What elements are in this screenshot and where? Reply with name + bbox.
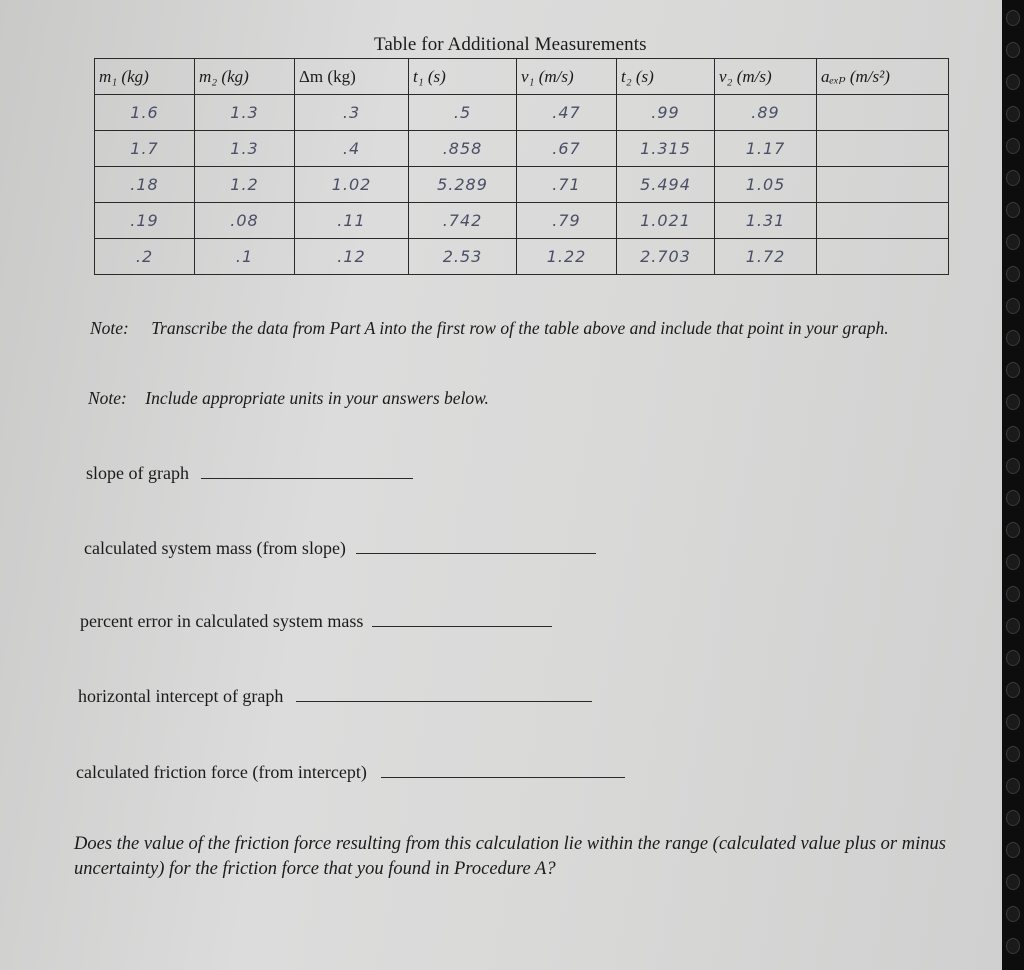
table-cell[interactable]: 1.3 [195, 131, 295, 167]
table-row [95, 167, 949, 203]
table-cell[interactable] [817, 95, 949, 131]
header-v2: v₂ (m/s) [715, 59, 817, 95]
binding-hole [1006, 778, 1020, 794]
table-cell[interactable]: 2.703 [617, 239, 715, 275]
table-cell[interactable]: 1.6 [95, 95, 195, 131]
binding-hole [1006, 234, 1020, 250]
table-cell[interactable]: .858 [409, 131, 517, 167]
system-mass-label: calculated system mass (from slope) [84, 538, 346, 558]
binding-hole [1006, 842, 1020, 858]
binding-hole [1006, 426, 1020, 442]
binding-hole [1006, 906, 1020, 922]
table-cell[interactable]: .08 [195, 203, 295, 239]
note-transcribe [90, 317, 970, 340]
percent-error-answer-blank[interactable] [372, 608, 552, 627]
table-cell[interactable] [817, 239, 949, 275]
binding-hole [1006, 554, 1020, 570]
table-cell[interactable]: 1.02 [295, 167, 409, 203]
table-cell[interactable] [817, 203, 949, 239]
table-cell[interactable]: .4 [295, 131, 409, 167]
table-cell[interactable]: .12 [295, 239, 409, 275]
table-row [95, 95, 949, 131]
header-t1: t₁ (s) [409, 59, 517, 95]
header-delta-m: Δm (kg) [295, 59, 409, 95]
friction-question [76, 759, 625, 783]
table-cell[interactable]: .67 [517, 131, 617, 167]
table-cell[interactable]: .99 [617, 95, 715, 131]
binding-hole [1006, 938, 1020, 954]
table-cell[interactable]: 1.22 [517, 239, 617, 275]
binding-hole [1006, 874, 1020, 890]
binding-hole [1006, 106, 1020, 122]
binding-hole [1006, 810, 1020, 826]
table-cell[interactable]: 1.2 [195, 167, 295, 203]
binding-hole [1006, 714, 1020, 730]
binding-hole [1006, 74, 1020, 90]
friction-range-question: Does the value of the friction force resulting from this calculation lie within the range (calculated value plus or minus uncertainty) for the friction force that you found in Procedure A? [74, 834, 946, 879]
table-cell[interactable]: .742 [409, 203, 517, 239]
table-row [95, 239, 949, 275]
table-cell[interactable]: 5.289 [409, 167, 517, 203]
table-cell[interactable] [817, 131, 949, 167]
table-row [95, 203, 949, 239]
binding-hole [1006, 490, 1020, 506]
friction-label: calculated friction force (from intercept) [76, 762, 367, 782]
table-cell[interactable]: 1.021 [617, 203, 715, 239]
slope-answer-blank[interactable] [201, 460, 413, 479]
binding-hole [1006, 330, 1020, 346]
friction-answer-blank[interactable] [381, 759, 625, 778]
header-m2: m₂ (kg) [195, 59, 295, 95]
table-cell[interactable]: 1.72 [715, 239, 817, 275]
table-cell[interactable]: .18 [95, 167, 195, 203]
table-row [95, 131, 949, 167]
percent-error-label: percent error in calculated system mass [80, 611, 364, 631]
slope-question [86, 460, 413, 484]
table-title: Table for Additional Measurements [374, 34, 647, 55]
table-cell[interactable]: .19 [95, 203, 195, 239]
binding-hole [1006, 682, 1020, 698]
system-mass-question [84, 535, 596, 559]
binding-hole [1006, 42, 1020, 58]
header-t2: t₂ (s) [617, 59, 715, 95]
table-cell[interactable]: .11 [295, 203, 409, 239]
table-cell[interactable]: 1.31 [715, 203, 817, 239]
table-cell[interactable]: .1 [195, 239, 295, 275]
note-label: Note: [88, 388, 127, 408]
binding-hole [1006, 650, 1020, 666]
table-cell[interactable]: 1.05 [715, 167, 817, 203]
intercept-label: horizontal intercept of graph [78, 686, 284, 706]
header-a-exp: aₑₓₚ (m/s²) [817, 59, 949, 95]
binding-hole [1006, 202, 1020, 218]
table-cell[interactable]: 1.17 [715, 131, 817, 167]
table-cell[interactable]: .79 [517, 203, 617, 239]
measurements-table [94, 58, 949, 275]
table-cell[interactable]: 1.7 [95, 131, 195, 167]
intercept-question [78, 683, 592, 707]
binding-hole [1006, 746, 1020, 762]
table-cell[interactable]: .5 [409, 95, 517, 131]
table-cell[interactable]: 1.3 [195, 95, 295, 131]
intercept-answer-blank[interactable] [296, 683, 592, 702]
binding-hole [1006, 10, 1020, 26]
table-cell[interactable]: 2.53 [409, 239, 517, 275]
header-v1: v₁ (m/s) [517, 59, 617, 95]
table-cell[interactable]: .71 [517, 167, 617, 203]
note-units-text: Include appropriate units in your answers below. [145, 388, 489, 408]
note-units [88, 387, 788, 410]
spiral-binding [1002, 0, 1024, 970]
table-cell[interactable]: .89 [715, 95, 817, 131]
binding-hole [1006, 522, 1020, 538]
table-cell[interactable]: 5.494 [617, 167, 715, 203]
note-transcribe-text: Transcribe the data from Part A into the first row of the table above and include that point in your graph. [151, 318, 889, 338]
binding-hole [1006, 618, 1020, 634]
table-header-row [95, 59, 949, 95]
table-cell[interactable]: .47 [517, 95, 617, 131]
binding-hole [1006, 394, 1020, 410]
slope-label: slope of graph [86, 463, 189, 483]
binding-hole [1006, 298, 1020, 314]
note-label: Note: [90, 318, 129, 338]
table-cell[interactable]: .3 [295, 95, 409, 131]
table-cell[interactable] [817, 167, 949, 203]
table-cell[interactable]: 1.315 [617, 131, 715, 167]
table-cell[interactable]: .2 [95, 239, 195, 275]
binding-hole [1006, 586, 1020, 602]
system-mass-answer-blank[interactable] [356, 535, 596, 554]
binding-hole [1006, 170, 1020, 186]
header-m1: m₁ (kg) [95, 59, 195, 95]
binding-hole [1006, 266, 1020, 282]
percent-error-question [80, 608, 552, 632]
binding-hole [1006, 362, 1020, 378]
binding-hole [1006, 458, 1020, 474]
binding-hole [1006, 138, 1020, 154]
